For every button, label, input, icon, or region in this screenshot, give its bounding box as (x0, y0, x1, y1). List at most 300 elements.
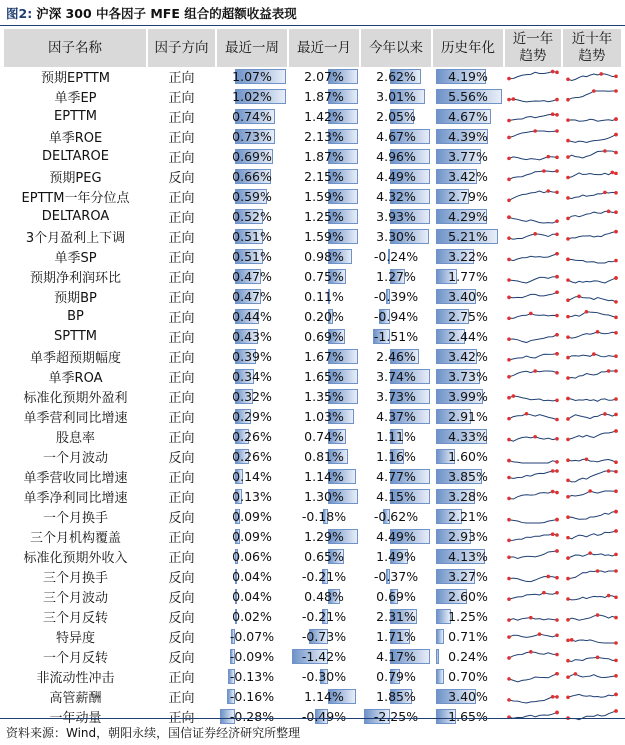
sparkline-path (509, 519, 557, 522)
return-cell (360, 467, 432, 487)
table-row (4, 507, 622, 527)
return-value: 0.06% (232, 548, 272, 564)
return-cell (432, 187, 504, 207)
sparkline-path (509, 673, 557, 681)
sparkline-marker (546, 154, 550, 158)
return-value: 0.73% (232, 128, 272, 144)
sparkline-marker (507, 618, 511, 622)
table-row (4, 167, 622, 187)
trend-1y (504, 227, 562, 247)
sparkline-path (509, 276, 557, 282)
return-value: 0.32% (232, 388, 272, 404)
factor-direction: 正向 (147, 547, 216, 567)
trend-1y (504, 467, 562, 487)
factor-name: DELTAROE (4, 147, 147, 167)
sparkline-path (568, 259, 616, 263)
trend-sparkline (566, 609, 618, 625)
sparkline-marker (507, 555, 511, 559)
trend-10y (562, 147, 622, 167)
trend-10y (562, 287, 622, 307)
trend-sparkline (566, 229, 618, 245)
table-row (4, 67, 622, 87)
sparkline-marker (507, 337, 511, 341)
return-cell (360, 427, 432, 447)
return-cell (216, 387, 288, 407)
return-value: 0.51% (232, 248, 272, 264)
return-cell (288, 387, 360, 407)
trend-10y (562, 67, 622, 87)
return-cell (288, 567, 360, 587)
return-cell (216, 607, 288, 627)
trend-10y (562, 567, 622, 587)
sparkline-marker (614, 569, 618, 573)
return-cell (360, 667, 432, 687)
return-value: -0.37% (373, 568, 419, 584)
return-value: 3.42% (448, 168, 488, 184)
return-cell (432, 107, 504, 127)
return-value: 0.02% (232, 608, 272, 624)
trend-sparkline (507, 609, 559, 625)
table-row (4, 427, 622, 447)
sparkline-path (568, 277, 616, 282)
return-value: 1.60% (448, 448, 488, 464)
return-cell (432, 387, 504, 407)
sparkline-marker (507, 374, 511, 378)
return-value: 0.26% (232, 448, 272, 464)
trend-sparkline (566, 509, 618, 525)
return-value: 1.14% (304, 688, 344, 704)
trend-sparkline (507, 449, 559, 465)
return-value: 0.69% (232, 148, 272, 164)
sparkline-marker (542, 169, 546, 173)
return-value: 4.19% (448, 68, 488, 84)
trend-sparkline (566, 269, 618, 285)
return-value: 1.02% (232, 88, 272, 104)
trend-sparkline (507, 289, 559, 305)
trend-10y (562, 507, 622, 527)
table-row (4, 647, 622, 667)
return-value: 3.27% (448, 568, 488, 584)
sparkline-marker (555, 129, 559, 133)
return-cell (288, 227, 360, 247)
trend-sparkline (507, 569, 559, 585)
data-bar (436, 629, 444, 644)
return-cell (216, 127, 288, 147)
trend-sparkline (507, 509, 559, 525)
sparkline-path (509, 436, 557, 441)
return-cell (216, 67, 288, 87)
trend-10y (562, 647, 622, 667)
trend-sparkline (507, 549, 559, 565)
sparkline-path (568, 459, 616, 462)
sparkline-marker (614, 330, 618, 334)
sparkline-marker (566, 298, 570, 302)
trend-1y (504, 707, 562, 727)
sparkline-path (568, 119, 616, 121)
return-cell (360, 147, 432, 167)
return-value: 2.93% (448, 528, 488, 544)
sparkline-marker (566, 196, 570, 200)
return-cell (216, 367, 288, 387)
trend-1y (504, 127, 562, 147)
sparkline-marker (555, 190, 559, 194)
table-row (4, 147, 622, 167)
return-cell (360, 267, 432, 287)
sparkline-marker (614, 117, 618, 121)
sparkline-marker (614, 692, 618, 696)
factor-direction: 正向 (147, 87, 216, 107)
return-cell (288, 607, 360, 627)
trend-sparkline (507, 469, 559, 485)
return-value: 4.77% (376, 468, 416, 484)
trend-sparkline (566, 409, 618, 425)
sparkline-marker (566, 597, 570, 601)
sparkline-marker (507, 437, 511, 441)
trend-10y (562, 327, 622, 347)
sparkline-marker (566, 478, 570, 482)
sparkline-path (509, 171, 557, 179)
return-cell (216, 307, 288, 327)
sparkline-marker (555, 575, 559, 579)
factor-direction: 反向 (147, 647, 216, 667)
sparkline-marker (507, 135, 511, 139)
return-cell (432, 647, 504, 667)
sparkline-path (509, 471, 557, 478)
trend-10y (562, 547, 622, 567)
return-cell (216, 267, 288, 287)
return-cell (288, 487, 360, 507)
sparkline-marker (611, 170, 615, 174)
trend-10y (562, 167, 622, 187)
return-value: 3.30% (376, 228, 416, 244)
trend-10y (562, 467, 622, 487)
sparkline-marker (551, 469, 555, 473)
source-note: 资料来源：Wind，朝阳永续，国信证券经济研究所整理 (6, 726, 301, 740)
sparkline-path (509, 634, 557, 637)
trend-10y (562, 587, 622, 607)
return-cell (288, 167, 360, 187)
return-cell (288, 307, 360, 327)
trend-sparkline (507, 709, 559, 725)
sparkline-marker (566, 437, 570, 441)
trend-1y (504, 567, 562, 587)
sparkline-marker (614, 74, 618, 78)
return-cell (360, 567, 432, 587)
trend-sparkline (507, 229, 559, 245)
trend-sparkline (507, 129, 559, 145)
sparkline-path (568, 694, 616, 697)
return-value: 1.25% (304, 208, 344, 224)
return-value: 1.65% (304, 368, 344, 384)
trend-1y (504, 447, 562, 467)
return-cell (432, 687, 504, 707)
figure-title (6, 4, 297, 22)
return-cell (216, 427, 288, 447)
factor-direction: 正向 (147, 127, 216, 147)
return-value: 0.69% (304, 328, 344, 344)
return-cell (360, 407, 432, 427)
return-cell (432, 147, 504, 167)
return-value: 1.59% (304, 188, 344, 204)
return-cell (432, 347, 504, 367)
sparkline-marker (507, 496, 511, 500)
return-value: 1.16% (376, 448, 416, 464)
return-cell (432, 707, 504, 727)
return-value: 1.25% (448, 608, 488, 624)
sparkline-marker (614, 489, 618, 493)
return-cell (432, 507, 504, 527)
sparkline-marker (507, 517, 511, 521)
factor-name: 预期PEG (4, 167, 147, 187)
sparkline-marker (566, 576, 570, 580)
return-value: 2.05% (376, 108, 416, 124)
return-cell (360, 127, 432, 147)
factor-name: 单季营利同比增速 (4, 407, 147, 427)
sparkline-marker (551, 69, 555, 73)
trend-1y (504, 167, 562, 187)
return-cell (360, 327, 432, 347)
factor-direction: 正向 (147, 387, 216, 407)
sparkline-marker (614, 354, 618, 358)
return-value: 0.29% (232, 408, 272, 424)
sparkline-marker (507, 215, 511, 219)
sparkline-marker (555, 633, 559, 637)
sparkline-marker (555, 549, 559, 553)
table-row (4, 187, 622, 207)
table-row (4, 387, 622, 407)
return-value: 4.67% (376, 128, 416, 144)
return-value: 2.79% (448, 188, 488, 204)
sparkline-marker (533, 232, 537, 236)
sparkline-marker (614, 315, 618, 319)
trend-1y (504, 667, 562, 687)
sparkline-marker (507, 97, 511, 101)
trend-1y (504, 687, 562, 707)
return-value: 1.03% (304, 408, 344, 424)
sparkline-marker (555, 290, 559, 294)
return-cell (288, 507, 360, 527)
return-cell (216, 227, 288, 247)
sparkline-marker (507, 156, 511, 160)
return-cell (216, 107, 288, 127)
column-header: 近一年 趋势 (504, 29, 562, 67)
sparkline-path (509, 217, 557, 223)
factor-direction: 正向 (147, 427, 216, 447)
sparkline-marker (555, 332, 559, 336)
sparkline-path (509, 353, 557, 359)
sparkline-marker (614, 429, 618, 433)
sparkline-marker (507, 677, 511, 681)
sparkline-marker (507, 316, 511, 320)
sparkline-marker (614, 674, 618, 678)
sparkline-marker (566, 155, 570, 159)
return-cell (432, 167, 504, 187)
factor-direction: 正向 (147, 207, 216, 227)
sparkline-marker (507, 358, 511, 362)
sparkline-path (509, 534, 557, 540)
sparkline-marker (507, 635, 511, 639)
trend-sparkline (566, 69, 618, 85)
sparkline-marker (566, 515, 570, 519)
return-cell (360, 227, 432, 247)
trend-1y (504, 147, 562, 167)
table-row (4, 467, 622, 487)
sparkline-marker (603, 190, 607, 194)
table-row (4, 687, 622, 707)
table-row (4, 207, 622, 227)
sparkline-marker (566, 175, 570, 179)
sparkline-path (509, 114, 557, 120)
return-value: 0.51% (232, 228, 272, 244)
return-value: 0.69% (376, 588, 416, 604)
sparkline-marker (507, 597, 511, 601)
return-cell (216, 287, 288, 307)
sparkline-marker (614, 552, 618, 556)
return-value: 1.07% (232, 68, 272, 84)
sparkline-path (509, 99, 557, 102)
return-cell (432, 287, 504, 307)
return-value: -0.39% (373, 288, 419, 304)
trend-sparkline (566, 329, 618, 345)
return-cell (288, 347, 360, 367)
factor-name: 单季营收同比增速 (4, 467, 147, 487)
column-header: 因子方向 (147, 29, 216, 67)
return-value: 3.73% (448, 368, 488, 384)
return-cell (360, 487, 432, 507)
sparkline-marker (596, 613, 600, 617)
table-row (4, 267, 622, 287)
return-value: -2.25% (373, 708, 419, 724)
return-value: 0.79% (376, 668, 416, 684)
factor-direction: 正向 (147, 67, 216, 87)
return-value: -0.94% (373, 308, 419, 324)
return-value: 0.04% (232, 588, 272, 604)
sparkline-marker (614, 369, 618, 373)
bottom-rule (0, 718, 625, 719)
sparkline-marker (546, 189, 550, 193)
return-cell (288, 527, 360, 547)
sparkline-marker (585, 457, 589, 461)
sparkline-marker (555, 169, 559, 173)
return-value: 2.46% (376, 348, 416, 364)
sparkline-marker (555, 155, 559, 159)
factor-name: 高管薪酬 (4, 687, 147, 707)
sparkline-marker (507, 416, 511, 420)
trend-1y (504, 627, 562, 647)
return-cell (216, 687, 288, 707)
sparkline-marker (507, 177, 511, 181)
return-value: 4.15% (376, 488, 416, 504)
sparkline-marker (507, 198, 511, 202)
return-value: 1.27% (376, 268, 416, 284)
factor-name: 单季ROE (4, 127, 147, 147)
return-cell (288, 427, 360, 447)
sparkline-path (509, 396, 557, 401)
sparkline-marker (512, 97, 516, 101)
return-value: 1.49% (376, 548, 416, 564)
top-rule (0, 25, 625, 26)
return-cell (360, 647, 432, 667)
sparkline-marker (596, 330, 600, 334)
return-value: 0.71% (448, 628, 488, 644)
factor-name: 特异度 (4, 627, 147, 647)
column-header: 历史年化 (432, 29, 504, 67)
return-value: 5.21% (448, 228, 488, 244)
table-row (4, 447, 622, 467)
trend-sparkline (507, 489, 559, 505)
return-value: 4.29% (448, 208, 488, 224)
factor-direction: 反向 (147, 567, 216, 587)
factor-name: DELTAROA (4, 207, 147, 227)
sparkline-marker (599, 72, 603, 76)
sparkline-path (568, 398, 616, 401)
sparkline-marker (507, 295, 511, 299)
return-cell (432, 407, 504, 427)
factor-direction: 反向 (147, 507, 216, 527)
trend-sparkline (507, 329, 559, 345)
return-cell (360, 187, 432, 207)
table-row (4, 527, 622, 547)
return-cell (360, 607, 432, 627)
return-cell (360, 347, 432, 367)
return-cell (216, 667, 288, 687)
factor-name: 单季SP (4, 247, 147, 267)
sparkline-marker (566, 494, 570, 498)
factor-direction: 正向 (147, 527, 216, 547)
trend-10y (562, 407, 622, 427)
return-value: 0.48% (304, 588, 344, 604)
column-header: 近十年 趋势 (562, 29, 622, 67)
trend-sparkline (566, 649, 618, 665)
trend-10y (562, 607, 622, 627)
factor-name: 三个月换手 (4, 567, 147, 587)
return-value: 0.09% (232, 508, 272, 524)
sparkline-marker (570, 638, 574, 642)
return-value: 3.73% (376, 388, 416, 404)
sparkline-marker (555, 417, 559, 421)
sparkline-marker (566, 658, 570, 662)
factor-name: 非流动性冲击 (4, 667, 147, 687)
return-value: -0.09% (229, 648, 275, 664)
return-value: 3.42% (448, 348, 488, 364)
return-value: -0.28% (229, 708, 275, 724)
sparkline-marker (507, 257, 511, 261)
factor-direction: 正向 (147, 687, 216, 707)
trend-sparkline (566, 369, 618, 385)
return-cell (360, 707, 432, 727)
return-cell (360, 447, 432, 467)
trend-sparkline (507, 589, 559, 605)
sparkline-marker (512, 394, 516, 398)
return-cell (360, 247, 432, 267)
sparkline-marker (614, 132, 618, 136)
sparkline-marker (614, 150, 618, 154)
trend-sparkline (507, 269, 559, 285)
return-cell (432, 567, 504, 587)
table-row (4, 227, 622, 247)
return-cell (216, 507, 288, 527)
trend-1y (504, 347, 562, 367)
return-value: 3.01% (376, 88, 416, 104)
return-value: 0.04% (232, 568, 272, 584)
trend-sparkline (566, 189, 618, 205)
return-value: 1.59% (304, 228, 344, 244)
sparkline-marker (555, 113, 559, 117)
trend-10y (562, 267, 622, 287)
sparkline-path (509, 131, 557, 137)
table-row (4, 347, 622, 367)
table-row (4, 487, 622, 507)
